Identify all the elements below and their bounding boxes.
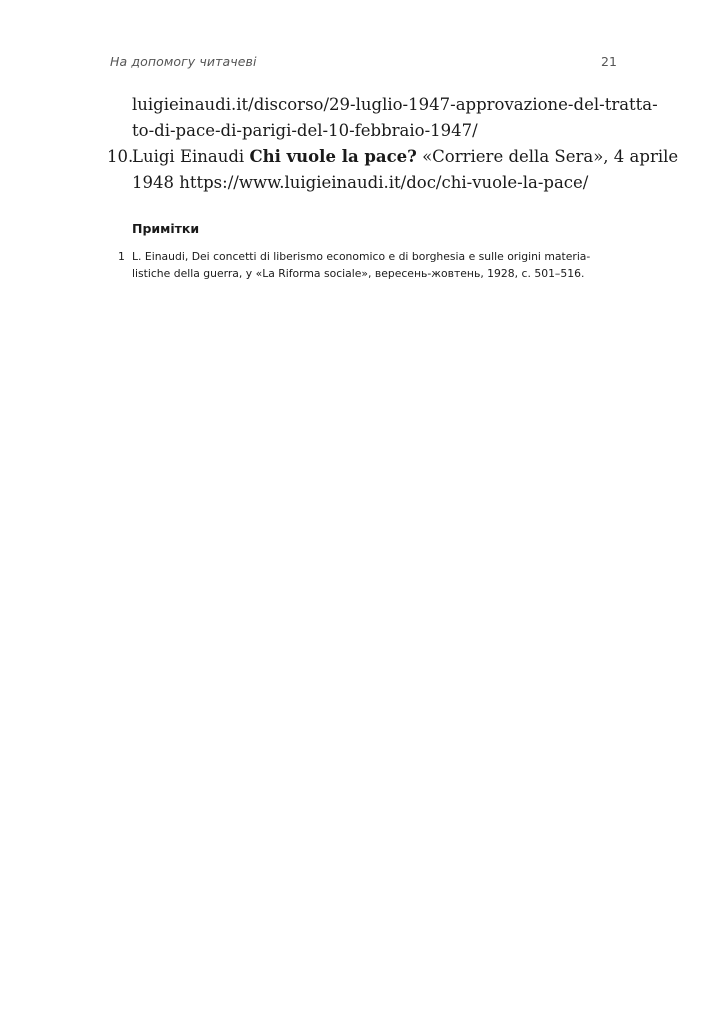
- reference-url-line: 1948 https://www.luigieinaudi.it/doc/chi-vuole-la-pace/: [132, 173, 589, 192]
- footnote-line: listiche della guerra, у «La Riforma sociale», вересень-жовтень, 1928, с. 501–516.: [132, 267, 585, 280]
- footnote-line: L. Einaudi, Dei concetti di liberismo economico e di borghesia e sulle origini materia-: [132, 250, 591, 263]
- reference-item-10: [107, 144, 679, 170]
- reference-list: [107, 92, 679, 196]
- notes-heading: Примітки: [132, 221, 200, 236]
- reference-continuation-line: to-di-pace-di-parigi-del-10-febbraio-1947/: [132, 121, 478, 140]
- reference-title: Chi vuole la pace?: [249, 147, 417, 166]
- reference-source: «Corriere della Sera», 4 aprile: [416, 147, 679, 166]
- footnote-text: [132, 248, 628, 282]
- footnote: [118, 248, 628, 282]
- footnote-number: 1: [118, 250, 125, 263]
- reference-number: 10.: [107, 147, 134, 166]
- page-number: 21: [601, 54, 617, 69]
- reference-author: Luigi Einaudi: [132, 147, 250, 166]
- running-head: На допомогу читачеві: [110, 54, 257, 69]
- reference-continuation-line: luigieinaudi.it/discorso/29-luglio-1947-approvazione-del-tratta-: [132, 95, 658, 114]
